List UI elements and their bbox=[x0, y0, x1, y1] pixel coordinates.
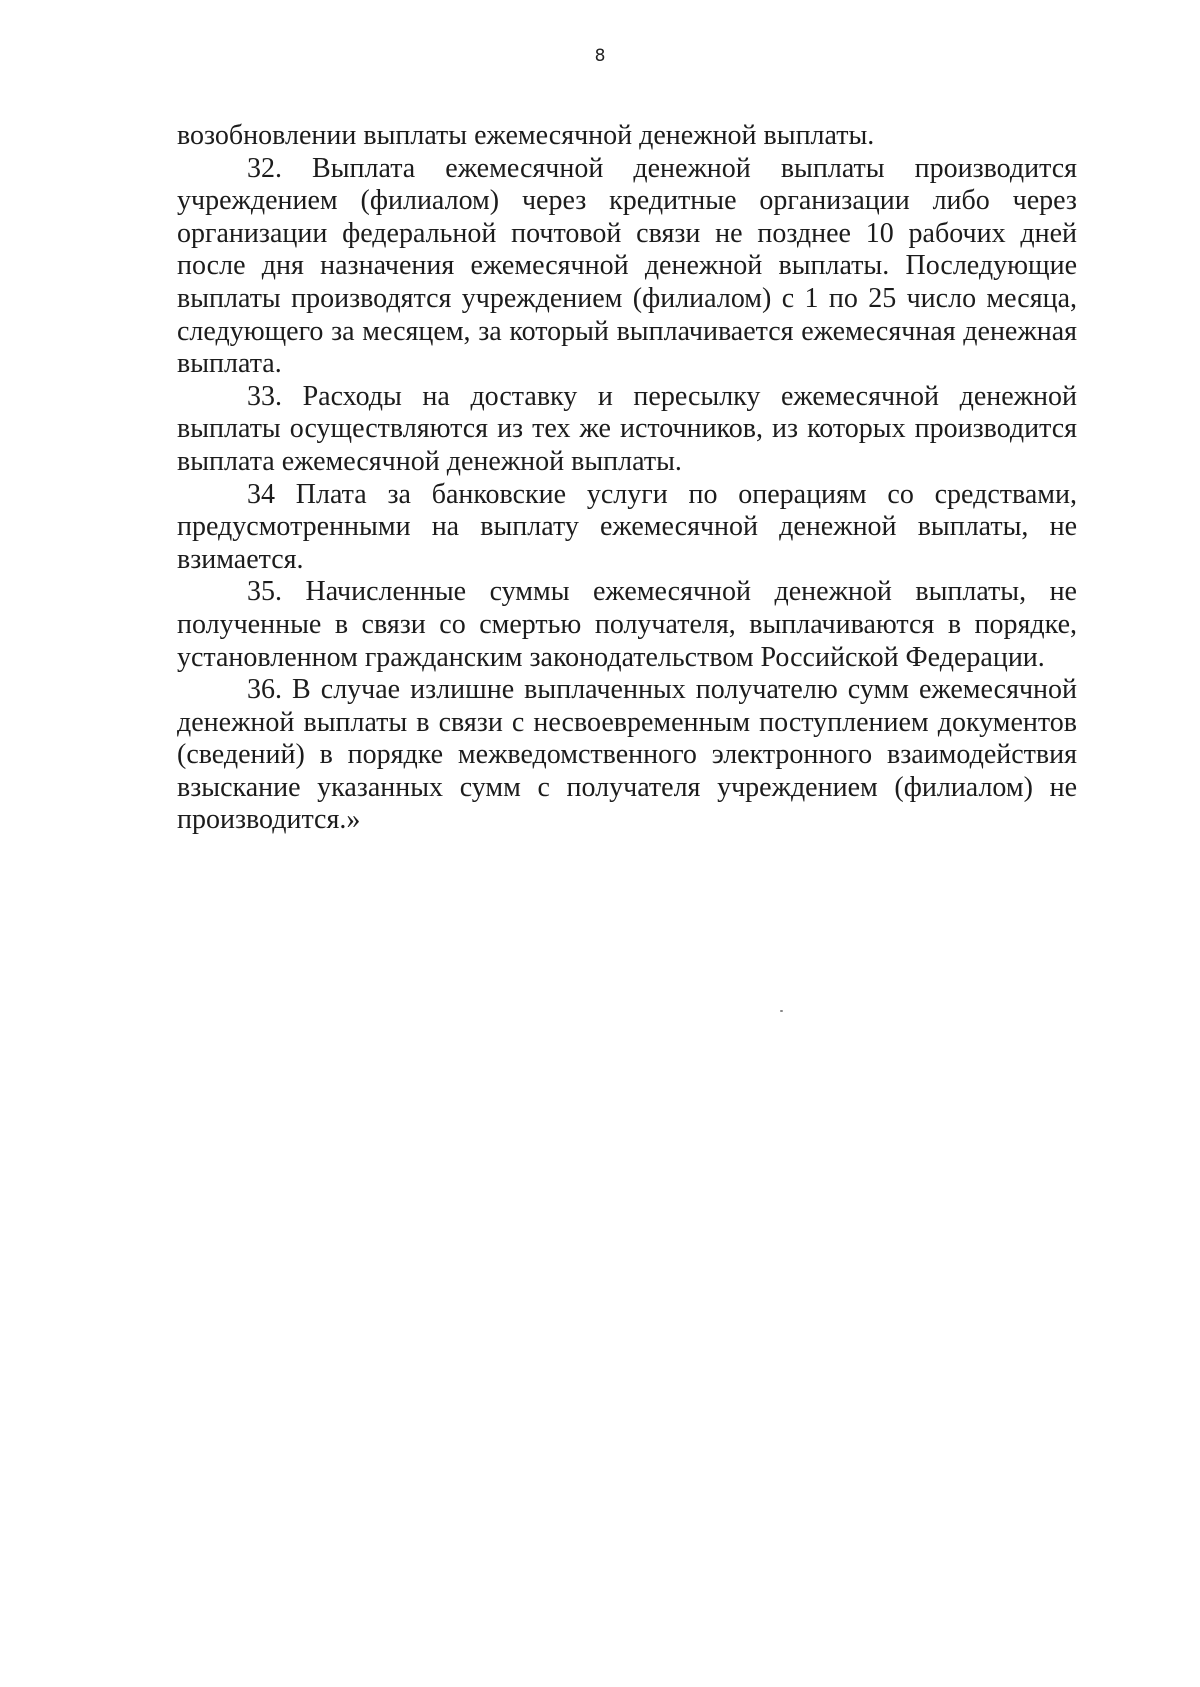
page-number: 8 bbox=[594, 46, 606, 66]
paragraph-34: 34 Плата за банковские услуги по операциям со средствами, предусмотренными на выплату ежемесячной денежной выплаты, не взимается. bbox=[177, 478, 1077, 575]
paragraph-32: 32. Выплата ежемесячной денежной выплаты производится учреждением (филиалом) через кредитные организации либо через организации федеральной почтовой связи не позднее 10 рабочих дней после дня назначения ежемесячной денежной выплаты. Последующие выплаты производятся учреждением (филиалом) с 1 по 25 число месяца, следующего за месяцем, за который выплачивается ежемесячная денежная выплата. bbox=[177, 152, 1077, 380]
paragraph-33: 33. Расходы на доставку и пересылку ежемесячной денежной выплаты осуществляются из тех же источников, из которых производится выплата ежемесячной денежной выплаты. bbox=[177, 380, 1077, 477]
document-body bbox=[177, 120, 1077, 837]
paragraph-35: 35. Начисленные суммы ежемесячной денежной выплаты, не полученные в связи со смертью получателя, выплачиваются в порядке, установленном гражданским законодательством Российской Федерации. bbox=[177, 576, 1077, 673]
paragraph-continuation: возобновлении выплаты ежемесячной денежной выплаты. bbox=[177, 120, 875, 151]
scan-speck bbox=[780, 1010, 783, 1012]
paragraph-36: 36. В случае излишне выплаченных получателю сумм ежемесячной денежной выплаты в связи с несвоевременным поступлением документов (сведений) в порядке межведомственного электронного взаимодействия взыскание указанных сумм с получателя учреждением (филиалом) не производится.» bbox=[177, 674, 1077, 836]
